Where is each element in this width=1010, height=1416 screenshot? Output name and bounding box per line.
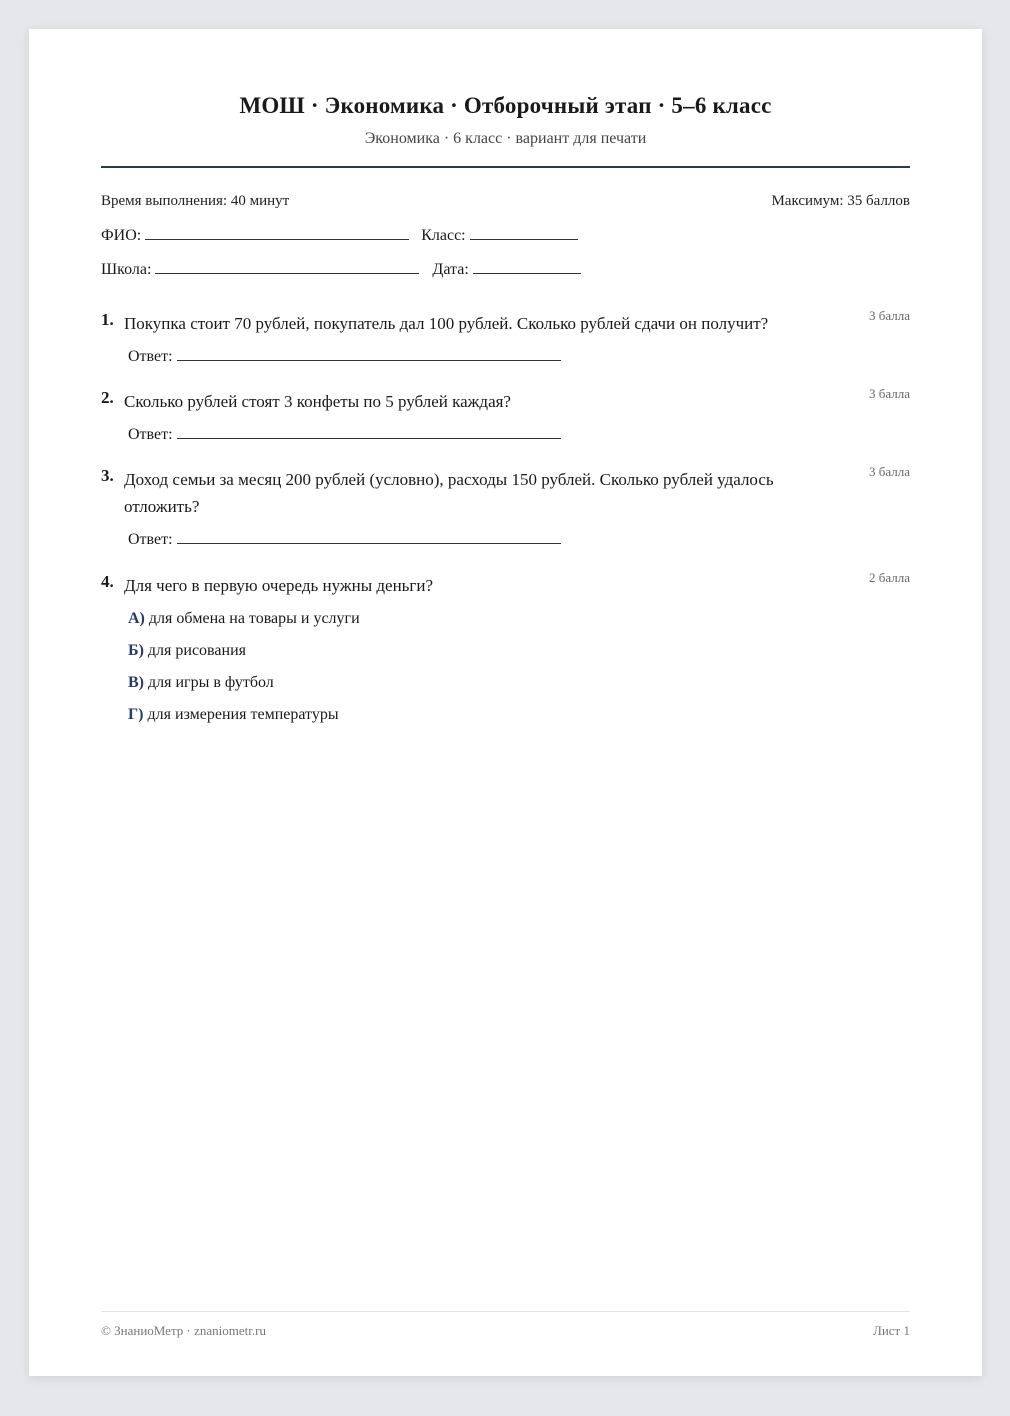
option-letter: Б) <box>128 642 144 659</box>
question-text: Для чего в первую очередь нужны деньги? <box>124 576 434 595</box>
option-letter: А) <box>128 610 145 627</box>
school-date-row <box>101 259 581 279</box>
page-subtitle: Экономика · 6 класс · вариант для печати <box>364 130 647 147</box>
answer-row <box>128 529 561 549</box>
school-label: Школа: <box>101 261 152 278</box>
question-points: 3 балла <box>869 464 910 479</box>
option-text: для измерения температуры <box>147 706 339 723</box>
max-score: Максимум: 35 баллов <box>771 193 910 209</box>
fio-class-row <box>101 225 578 245</box>
option-text: для рисования <box>147 642 246 659</box>
date-label: Дата: <box>432 261 469 278</box>
answer-field[interactable] <box>177 529 561 544</box>
option-text: для игры в футбол <box>148 674 274 691</box>
question-points: 2 балла <box>869 570 910 585</box>
answer-field[interactable] <box>177 346 561 361</box>
question-text: Доход семьи за месяц 200 рублей (условно), расходы 150 рублей. Сколько рублей удалось отложить? <box>124 470 774 516</box>
option-b[interactable] <box>128 642 246 660</box>
question-text: Покупка стоит 70 рублей, покупатель дал 100 рублей. Сколько рублей сдачи он получит? <box>124 314 769 333</box>
option-c[interactable] <box>128 674 274 692</box>
fio-label: ФИО: <box>101 227 142 244</box>
header-divider <box>101 166 910 168</box>
question-points: 3 балла <box>869 386 910 401</box>
footer-divider <box>101 1311 910 1312</box>
footer-page-number: Лист 1 <box>873 1323 910 1338</box>
option-letter: В) <box>128 674 144 691</box>
answer-row <box>128 346 561 366</box>
time-limit: Время выполнения: 40 минут <box>101 193 290 209</box>
option-d[interactable] <box>128 706 339 724</box>
date-field[interactable] <box>473 259 581 274</box>
page-content <box>101 29 910 1376</box>
option-a[interactable] <box>128 610 360 628</box>
answer-field[interactable] <box>177 424 561 439</box>
document-page <box>29 29 982 1376</box>
answer-label: Ответ: <box>128 531 173 548</box>
option-text: для обмена на товары и услуги <box>148 610 360 627</box>
option-letter: Г) <box>128 706 144 723</box>
question-number: 4. <box>101 572 114 591</box>
answer-label: Ответ: <box>128 348 173 365</box>
fio-field[interactable] <box>145 225 409 240</box>
question-number: 1. <box>101 310 114 329</box>
question-number: 3. <box>101 466 114 485</box>
class-field[interactable] <box>470 225 578 240</box>
class-label: Класс: <box>421 227 466 244</box>
school-field[interactable] <box>155 259 419 274</box>
question-points: 3 балла <box>869 308 910 323</box>
answer-row <box>128 424 561 444</box>
page-title: МОШ · Экономика · Отборочный этап · 5–6 класс <box>239 93 772 118</box>
answer-label: Ответ: <box>128 426 173 443</box>
question-number: 2. <box>101 388 114 407</box>
question-text: Сколько рублей стоят 3 конфеты по 5 рублей каждая? <box>124 392 511 411</box>
footer-copyright: © ЗнаниоМетр · znaniometr.ru <box>101 1323 266 1338</box>
